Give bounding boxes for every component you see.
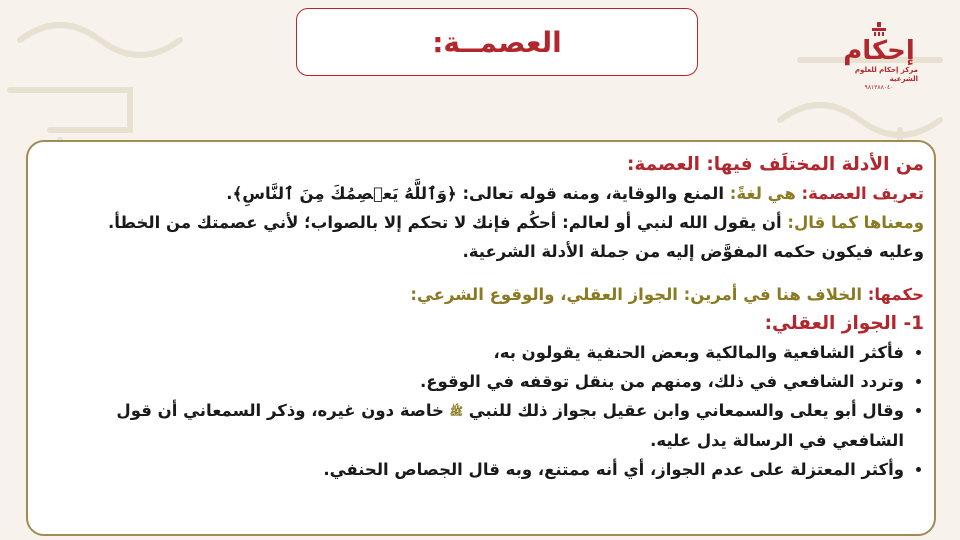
definition-label: تعريف العصمة: [801, 184, 924, 203]
list-item: • فأكثر الشافعية والمالكية وبعض الحنفية يقولون به، [40, 338, 904, 367]
bullet-list [40, 338, 924, 484]
definition-text: المنع والوقاية، ومنه قوله تعالى: ﴿وَٱللَّهُ يَعۡصِمُكَ مِنَ ٱلنَّاسِ﴾. [226, 184, 725, 203]
ruling-label: حكمها: [867, 285, 924, 304]
bullet-3-text: وقال أبو يعلى والسمعاني وابن عقيل بجواز ذلك للنبي [468, 401, 904, 420]
logo [840, 22, 918, 100]
list-item [40, 396, 904, 455]
title-box [296, 8, 698, 76]
definition-line [40, 179, 924, 208]
bullet-3-rest: خاصة دون غيره، وذكر السمعاني أن قول الشافعي في الرسالة يدل عليه. [116, 401, 904, 450]
intro-heading: من الأدلة المختلَف فيها: العصمة: [626, 154, 924, 175]
logo-subtitle: مركز إحكام للعلوم الشرعية [854, 66, 918, 83]
conclusion-line: وعليه فيكون حكمه المفوَّض إليه من جملة الأدلة الشرعية. [462, 242, 924, 261]
list-item: • وتردد الشافعي في ذلك، ومنهم من ينقل توقفه في الوقوع. [40, 367, 904, 396]
meaning-text: أن يقول الله لنبي أو لعالم: أحكُم فإنك لا تحكم إلا بالصواب؛ لأني عصمتك من الخطأ. [107, 213, 782, 232]
logo-code: ٩٨١٣٨٨٠٤٠ [864, 84, 894, 91]
definition-lugha-label: هي لغةً: [729, 184, 796, 203]
meaning-line [40, 208, 924, 237]
content-text [40, 150, 924, 484]
logo-wordmark: إحكام [843, 36, 915, 66]
content-panel [26, 140, 936, 536]
minaret-icon [869, 22, 889, 36]
salawat-glyph: ﷺ [449, 405, 463, 418]
meaning-label: ومعناها كما قال: [787, 213, 924, 232]
spacer [40, 266, 924, 280]
ruling-text: الخلاف هنا في أمرين: الجواز العقلي، والوقوع الشرعي: [410, 285, 862, 304]
list-item: • وأكثر المعتزلة على عدم الجواز، أي أنه ممتنع، وبه قال الجصاص الحنفي. [40, 455, 904, 484]
section-one-heading: 1- الجواز العقلي: [764, 313, 924, 334]
page-title: العصمــة: [432, 25, 562, 59]
ruling-line [40, 280, 924, 309]
